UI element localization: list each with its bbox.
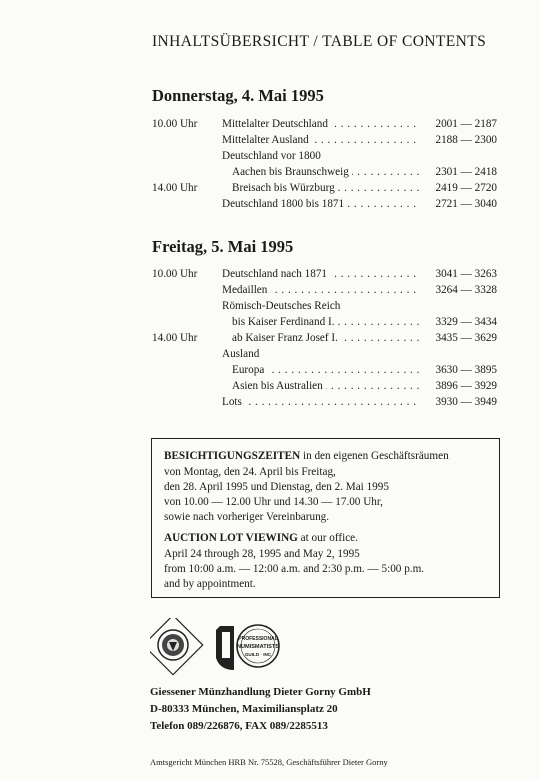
lot-range: 2721 — 3040 bbox=[435, 198, 497, 210]
section-label-text: ab Kaiser Franz Josef I. bbox=[232, 332, 341, 344]
section-label bbox=[222, 150, 497, 162]
schedule-row bbox=[152, 134, 497, 150]
section-label bbox=[222, 118, 419, 130]
section-label-text: Deutschland 1800 bis 1871 bbox=[222, 198, 347, 210]
schedule-row bbox=[152, 150, 497, 166]
logos-graphic bbox=[150, 618, 310, 678]
de-viewing-line: den 28. April 1995 und Dienstag, den 2. Mai 1995 bbox=[164, 481, 389, 493]
schedule-row bbox=[152, 316, 497, 332]
section-label bbox=[232, 332, 419, 344]
badge-text-1: PROFESSIONAL bbox=[238, 636, 278, 642]
session-time: 14.00 Uhr bbox=[152, 182, 198, 194]
section-label-text: Europa bbox=[232, 364, 267, 376]
logos bbox=[150, 618, 310, 678]
badge-text-3: GUILD · INC bbox=[244, 652, 272, 657]
schedule-row bbox=[152, 268, 497, 284]
schedule-row bbox=[152, 182, 497, 198]
section-label bbox=[222, 134, 419, 146]
schedule-row bbox=[152, 284, 497, 300]
section-label-text: Ausland bbox=[222, 348, 262, 360]
section-label bbox=[222, 198, 419, 210]
section-label bbox=[232, 364, 419, 376]
day1-title: Donnerstag, 4. Mai 1995 bbox=[152, 86, 324, 105]
section-label bbox=[232, 380, 419, 392]
section-label bbox=[222, 396, 419, 408]
de-viewing-heading-line bbox=[164, 450, 449, 462]
en-viewing-heading-rest: at our office. bbox=[297, 532, 358, 544]
schedule-row bbox=[152, 364, 497, 380]
de-viewing-line: von Montag, den 24. April bis Freitag, bbox=[164, 466, 336, 478]
lot-range: 3435 — 3629 bbox=[435, 332, 497, 344]
section-label-text: Mittelalter Deutschland bbox=[222, 118, 331, 130]
lot-range: 2301 — 2418 bbox=[435, 166, 497, 178]
de-viewing-line: sowie nach vorheriger Vereinbarung. bbox=[164, 511, 330, 523]
section-label-text: Lots bbox=[222, 396, 245, 408]
section-label bbox=[232, 182, 419, 194]
section-label bbox=[232, 316, 419, 328]
lot-range: 2419 — 2720 bbox=[435, 182, 497, 194]
section-label-text: bis Kaiser Ferdinand I. bbox=[232, 316, 338, 328]
section-label bbox=[222, 348, 497, 360]
page-title: INHALTSÜBERSICHT / TABLE OF CONTENTS bbox=[152, 33, 487, 50]
registry-note: Amtsgericht München HRB Nr. 75528, Geschäftsführer Dieter Gorny bbox=[150, 757, 388, 767]
session-time: 10.00 Uhr bbox=[152, 268, 198, 280]
section-label-text: Mittelalter Ausland bbox=[222, 134, 312, 146]
day2-title: Freitag, 5. Mai 1995 bbox=[152, 237, 294, 256]
section-label-text: Asien bis Australien bbox=[232, 380, 326, 392]
schedule-row bbox=[152, 118, 497, 134]
de-viewing-line: von 10.00 — 12.00 Uhr und 14.30 — 17.00 Uhr, bbox=[164, 496, 383, 508]
professional-numismatists-guild-icon bbox=[216, 625, 279, 670]
session-time: 10.00 Uhr bbox=[152, 118, 198, 130]
section-label bbox=[222, 268, 419, 280]
en-viewing-line: from 10:00 a.m. — 12:00 a.m. and 2:30 p.m. — 5:00 p.m. bbox=[164, 563, 425, 575]
de-viewing-heading: BESICHTIGUNGSZEITEN bbox=[164, 450, 301, 462]
schedule-row bbox=[152, 348, 497, 364]
coin-emblem-icon bbox=[150, 618, 203, 675]
schedule-row bbox=[152, 166, 497, 182]
schedule-row bbox=[152, 300, 497, 316]
section-label-text: Deutschland vor 1800 bbox=[222, 150, 324, 162]
section-label-text: Breisach bis Würzburg bbox=[232, 182, 338, 194]
company-phone: Telefon 089/226876, FAX 089/2285513 bbox=[150, 720, 328, 732]
lot-range: 2188 — 2300 bbox=[435, 134, 497, 146]
company-address: D-80333 München, Maximiliansplatz 20 bbox=[150, 703, 338, 715]
schedule-row bbox=[152, 332, 497, 348]
badge-text-2: NUMISMATISTS bbox=[236, 644, 280, 650]
en-viewing-line: April 24 through 28, 1995 and May 2, 1995 bbox=[164, 548, 360, 560]
session-time: 14.00 Uhr bbox=[152, 332, 198, 344]
section-label bbox=[222, 300, 497, 312]
lot-range: 3264 — 3328 bbox=[435, 284, 497, 296]
schedule-row bbox=[152, 198, 497, 214]
de-viewing-heading-rest: in den eigenen Geschäftsräumen bbox=[300, 450, 449, 462]
lot-range: 3930 — 3949 bbox=[435, 396, 497, 408]
section-label-text: Römisch-Deutsches Reich bbox=[222, 300, 343, 312]
section-label-text: Aachen bis Braunschweig bbox=[232, 166, 352, 178]
section-label-text: Deutschland nach 1871 bbox=[222, 268, 330, 280]
section-label bbox=[232, 166, 419, 178]
lot-range: 3041 — 3263 bbox=[435, 268, 497, 280]
section-label-text: Medaillen bbox=[222, 284, 270, 296]
en-viewing-heading-line bbox=[164, 532, 358, 544]
company-name: Giessener Münzhandlung Dieter Gorny GmbH bbox=[150, 686, 371, 698]
lot-range: 3630 — 3895 bbox=[435, 364, 497, 376]
viewing-info-box bbox=[151, 438, 500, 598]
lot-range: 2001 — 2187 bbox=[435, 118, 497, 130]
lot-range: 3896 — 3929 bbox=[435, 380, 497, 392]
en-viewing-line: and by appointment. bbox=[164, 578, 256, 590]
schedule-row bbox=[152, 380, 497, 396]
schedule-row bbox=[152, 396, 497, 412]
lot-range: 3329 — 3434 bbox=[435, 316, 497, 328]
en-viewing-heading: AUCTION LOT VIEWING bbox=[164, 532, 298, 544]
section-label bbox=[222, 284, 419, 296]
